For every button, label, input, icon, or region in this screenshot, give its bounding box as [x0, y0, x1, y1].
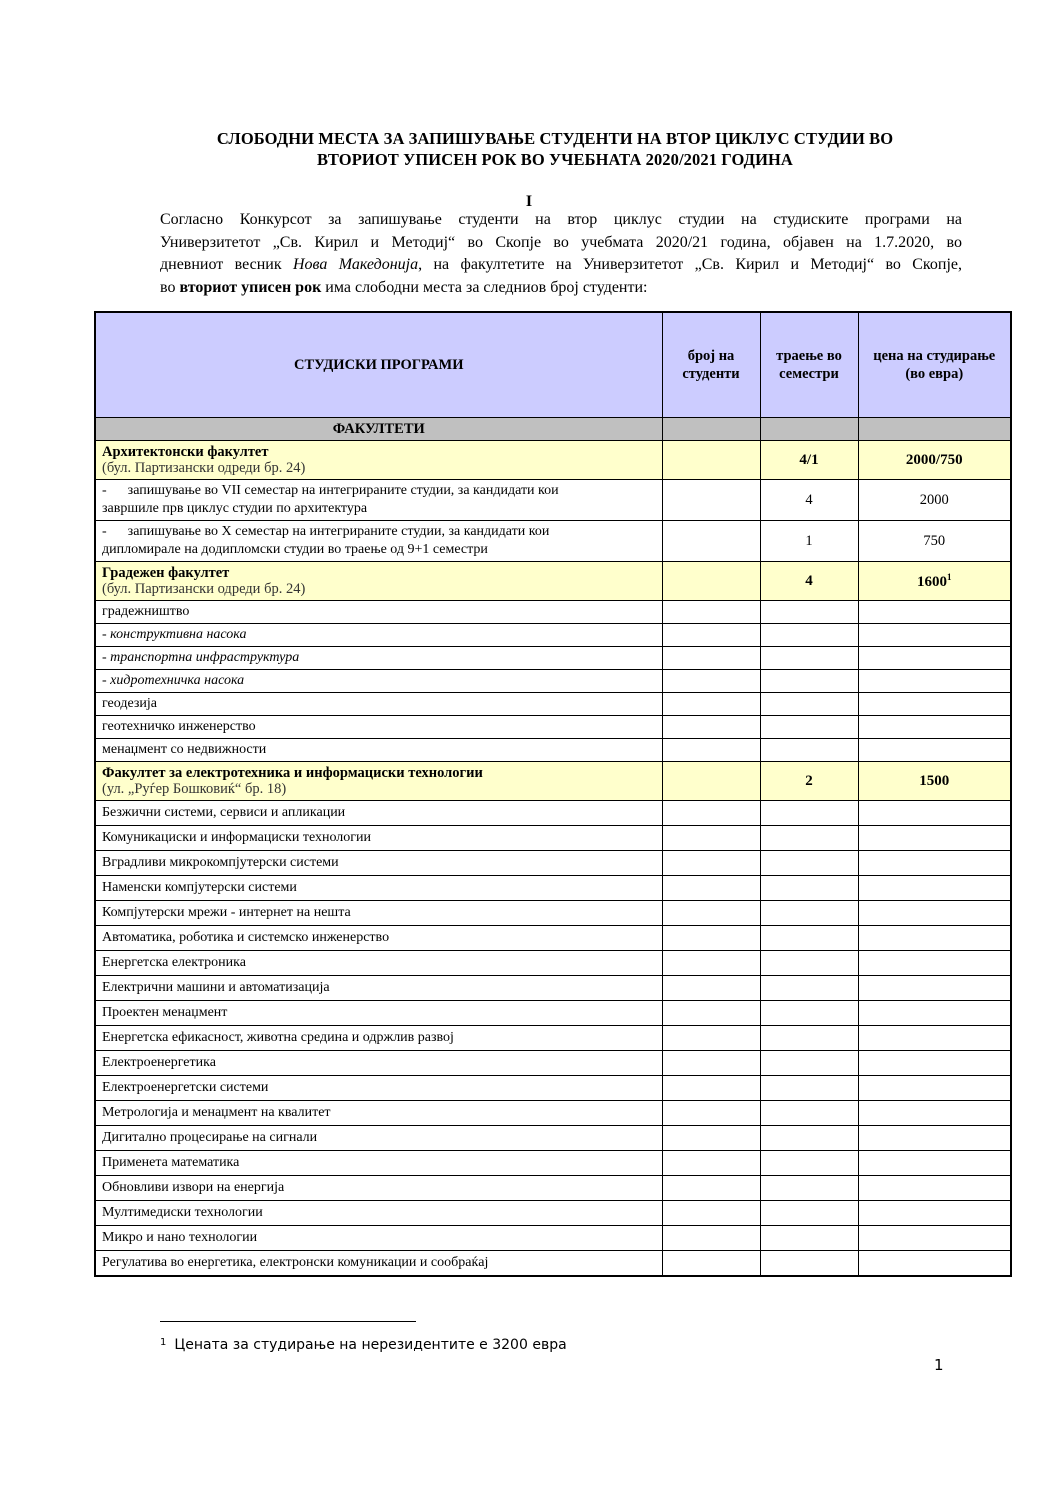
program-duration — [760, 951, 858, 976]
program-text-line: - запишување во X семестар на интегрираните студии, за кандидати кои — [102, 524, 550, 539]
faculty-price-cell — [858, 562, 1011, 601]
program-cell — [95, 951, 662, 976]
faculty-students — [662, 562, 760, 601]
table-row — [95, 670, 1011, 693]
faculty-cell — [95, 441, 662, 480]
program-duration — [760, 1201, 858, 1226]
program-students — [662, 480, 760, 521]
program-duration — [760, 739, 858, 762]
intro-paragraph — [160, 209, 962, 299]
program-name: Компјутерски мрежи - интернет на нешта — [102, 905, 351, 920]
table-row — [95, 716, 1011, 739]
program-duration — [760, 976, 858, 1001]
program-duration — [760, 1026, 858, 1051]
program-name: Енергетска електроника — [102, 955, 246, 970]
footnote-text: Цената за студирање на нерезидентите е 3200 евра — [174, 1337, 567, 1353]
table-row — [95, 976, 1011, 1001]
program-students — [662, 521, 760, 562]
table-row — [95, 801, 1011, 826]
table-row — [95, 1251, 1011, 1277]
program-duration — [760, 1151, 858, 1176]
program-cell — [95, 739, 662, 762]
page-number: 1 — [934, 1356, 944, 1374]
program-cell — [95, 1226, 662, 1251]
program-duration — [760, 1126, 858, 1151]
intro-line-2: Универзитетот „Св. Кирил и Методиј“ во Скопје во учебмата 2020/21 година, објавен на 1.7.2020, во — [160, 233, 962, 251]
program-duration — [760, 1101, 858, 1126]
empty-cell — [760, 418, 858, 441]
program-duration — [760, 716, 858, 739]
program-name: Комуникациски и информациски технологии — [102, 830, 371, 845]
table-row — [95, 1051, 1011, 1076]
program-students — [662, 851, 760, 876]
program-cell — [95, 601, 662, 624]
program-cell — [95, 876, 662, 901]
program-price — [858, 876, 1011, 901]
program-name: геодезија — [102, 696, 158, 711]
program-students — [662, 951, 760, 976]
table-row — [95, 521, 1011, 562]
program-cell — [95, 716, 662, 739]
program-duration — [760, 1076, 858, 1101]
program-text-line: дипломирале на додипломски студии во траење од 9+1 семестри — [102, 542, 488, 557]
program-name: менаџмент со недвижности — [102, 742, 267, 757]
newspaper-name: Нова Македонија — [292, 256, 419, 273]
faculty-duration: 4/1 — [760, 441, 858, 480]
program-text-line: - запишување во VII семестар на интегрираните студии, за кандидати кои — [102, 483, 559, 498]
program-name: Наменски компјутерски системи — [102, 880, 297, 895]
intro-line-1: Согласно Конкурсот за запишување студенти на втор циклус студии на студиските програми на — [160, 211, 962, 228]
program-cell — [95, 1101, 662, 1126]
program-students — [662, 693, 760, 716]
program-name: Микро и нано технологии — [102, 1230, 258, 1245]
program-name: Регулатива во енергетика, електронски комуникации и сообраќај — [102, 1255, 489, 1270]
program-duration — [760, 647, 858, 670]
program-duration — [760, 901, 858, 926]
program-price — [858, 951, 1011, 976]
program-students — [662, 1226, 760, 1251]
program-cell — [95, 976, 662, 1001]
intro-text: , на факултетите на Универзитетот „Св. Кирил и Методиј“ во Скопје, — [418, 256, 962, 273]
program-name: Дигитално процесирање на сигнали — [102, 1130, 318, 1145]
program-name: Применета математика — [102, 1155, 240, 1170]
title-line-2: ВТОРИОТ УПИСЕН РОК ВО УЧЕБНАТА 2020/2021 ГОДИНА — [317, 150, 793, 169]
table-row — [95, 951, 1011, 976]
program-cell — [95, 521, 662, 562]
header-price: цена на студирање (во евра) — [858, 312, 1011, 418]
table-row — [95, 647, 1011, 670]
program-students — [662, 1076, 760, 1101]
section-number: I — [525, 193, 533, 210]
program-cell — [95, 693, 662, 716]
faculty-students — [662, 441, 760, 480]
program-name: Мултимедиски технологии — [102, 1205, 263, 1220]
program-name: Електроенергетика — [102, 1055, 216, 1070]
program-cell — [95, 826, 662, 851]
faculty-address: (ул. „Руѓер Бошковиќ“ бр. 18) — [102, 781, 287, 797]
faculty-price: 1600 — [917, 573, 947, 590]
program-students — [662, 1001, 760, 1026]
program-cell — [95, 480, 662, 521]
table-row — [95, 1026, 1011, 1051]
program-duration — [760, 851, 858, 876]
table-row — [95, 1201, 1011, 1226]
program-students — [662, 926, 760, 951]
program-text-line: завршиле прв циклус студии по архитектура — [102, 501, 368, 516]
table-row — [95, 739, 1011, 762]
faculty-price-cell — [858, 441, 1011, 480]
program-cell — [95, 1001, 662, 1026]
program-price — [858, 901, 1011, 926]
faculty-address: (бул. Партизански одреди бр. 24) — [102, 460, 306, 476]
program-students — [662, 1051, 760, 1076]
section-label: ФАКУЛТЕТИ — [95, 418, 662, 441]
program-students — [662, 1026, 760, 1051]
program-cell — [95, 851, 662, 876]
program-students — [662, 1251, 760, 1277]
faculty-row — [95, 562, 1011, 601]
faculty-cell — [95, 762, 662, 801]
program-cell — [95, 1076, 662, 1101]
program-name: - транспортна инфраструктура — [102, 650, 300, 665]
table-row — [95, 601, 1011, 624]
program-price — [858, 1001, 1011, 1026]
empty-cell — [662, 418, 760, 441]
program-duration: 4 — [760, 480, 858, 521]
empty-cell — [858, 418, 1011, 441]
program-price — [858, 1201, 1011, 1226]
program-cell — [95, 926, 662, 951]
program-name: - хидротехничка насока — [102, 673, 245, 688]
table-row — [95, 480, 1011, 521]
table-row — [95, 1001, 1011, 1026]
program-name: Метрологија и менаџмент на квалитет — [102, 1105, 331, 1120]
program-price — [858, 1051, 1011, 1076]
program-students — [662, 1176, 760, 1201]
footnote-separator — [160, 1321, 416, 1322]
faculty-row — [95, 762, 1011, 801]
program-name: - конструктивна насока — [102, 627, 247, 642]
program-duration — [760, 1226, 858, 1251]
program-duration — [760, 601, 858, 624]
footnote-mark: 1 — [160, 1337, 167, 1348]
faculty-duration: 2 — [760, 762, 858, 801]
table-row — [95, 1176, 1011, 1201]
program-price — [858, 851, 1011, 876]
program-cell — [95, 1026, 662, 1051]
program-cell — [95, 1251, 662, 1277]
intro-text: во — [160, 278, 180, 296]
program-duration — [760, 801, 858, 826]
program-name: Енергетска ефикасност, животна средина и одржлив развој — [102, 1030, 454, 1045]
program-duration — [760, 670, 858, 693]
program-price — [858, 1101, 1011, 1126]
program-duration — [760, 1251, 858, 1277]
program-price — [858, 693, 1011, 716]
program-name: Обновливи извори на енергија — [102, 1180, 285, 1195]
program-duration — [760, 876, 858, 901]
program-students — [662, 624, 760, 647]
program-cell — [95, 1201, 662, 1226]
program-students — [662, 670, 760, 693]
program-price — [858, 801, 1011, 826]
table-row — [95, 826, 1011, 851]
program-duration — [760, 1051, 858, 1076]
program-cell — [95, 1151, 662, 1176]
program-students — [662, 976, 760, 1001]
footnote-ref: 1 — [947, 571, 952, 582]
faculty-name: Архитектонски факултет — [102, 444, 269, 460]
faculty-duration: 4 — [760, 562, 858, 601]
intro-line-4 — [160, 277, 962, 300]
program-price: 2000 — [858, 480, 1011, 521]
program-cell — [95, 1051, 662, 1076]
faculty-price-cell — [858, 762, 1011, 801]
program-duration — [760, 1001, 858, 1026]
program-price — [858, 1026, 1011, 1051]
vacancies-table — [94, 311, 1012, 1277]
program-cell — [95, 1176, 662, 1201]
program-students — [662, 739, 760, 762]
page-title — [140, 128, 970, 170]
program-price — [858, 826, 1011, 851]
table-row — [95, 1226, 1011, 1251]
program-students — [662, 826, 760, 851]
faculty-price: 1500 — [919, 772, 950, 789]
program-cell — [95, 801, 662, 826]
program-duration — [760, 1176, 858, 1201]
program-price — [858, 739, 1011, 762]
program-price — [858, 1176, 1011, 1201]
program-price — [858, 976, 1011, 1001]
header-students: број на студенти — [662, 312, 760, 418]
program-cell — [95, 1126, 662, 1151]
program-price — [858, 1251, 1011, 1277]
faculty-name: Градежен факултет — [102, 565, 230, 581]
program-name: градежништво — [102, 604, 190, 619]
intro-text: има слободни места за следниов број студенти: — [321, 278, 648, 296]
program-price — [858, 1126, 1011, 1151]
faculty-price: 2000/750 — [905, 451, 963, 468]
program-students — [662, 876, 760, 901]
program-name: Проектен менаџмент — [102, 1005, 228, 1020]
table-row — [95, 876, 1011, 901]
program-cell — [95, 647, 662, 670]
faculty-row — [95, 441, 1011, 480]
header-duration: траење во семестри — [760, 312, 858, 418]
program-students — [662, 1126, 760, 1151]
program-price — [858, 1226, 1011, 1251]
title-line-1: СЛОБОДНИ МЕСТА ЗА ЗАПИШУВАЊЕ СТУДЕНТИ НА ВТОР ЦИКЛУС СТУДИИ ВО — [216, 129, 894, 148]
header-programs: СТУДИСКИ ПРОГРАМИ — [95, 312, 662, 418]
footnote — [160, 1337, 567, 1353]
program-price: 750 — [858, 521, 1011, 562]
program-cell — [95, 670, 662, 693]
program-price — [858, 624, 1011, 647]
program-price — [858, 647, 1011, 670]
program-students — [662, 1101, 760, 1126]
program-name: Безжични системи, сервиси и апликации — [102, 805, 346, 820]
program-students — [662, 716, 760, 739]
program-name: геотехничко инженерство — [102, 719, 256, 734]
program-price — [858, 1076, 1011, 1101]
faculty-address: (бул. Партизански одреди бр. 24) — [102, 581, 306, 597]
table-row — [95, 693, 1011, 716]
program-students — [662, 601, 760, 624]
program-price — [858, 601, 1011, 624]
intro-line-3 — [160, 254, 962, 277]
program-cell — [95, 901, 662, 926]
program-cell — [95, 624, 662, 647]
table-header-row — [95, 312, 1011, 418]
program-price — [858, 716, 1011, 739]
program-price — [858, 1151, 1011, 1176]
enrollment-round: вториот уписен рок — [179, 278, 322, 296]
program-students — [662, 1151, 760, 1176]
intro-text: дневниот весник — [160, 256, 293, 273]
faculty-students — [662, 762, 760, 801]
table-row — [95, 1076, 1011, 1101]
table-row — [95, 624, 1011, 647]
program-duration — [760, 826, 858, 851]
program-students — [662, 901, 760, 926]
section-row-faculties — [95, 418, 1011, 441]
table-row — [95, 926, 1011, 951]
program-name: Електроенергетски системи — [102, 1080, 269, 1095]
table-row — [95, 1151, 1011, 1176]
table-row — [95, 901, 1011, 926]
program-name: Електрични машини и автоматизација — [102, 980, 330, 995]
program-students — [662, 801, 760, 826]
program-duration — [760, 693, 858, 716]
table-row — [95, 1126, 1011, 1151]
program-duration: 1 — [760, 521, 858, 562]
program-duration — [760, 624, 858, 647]
table-row — [95, 1101, 1011, 1126]
program-students — [662, 647, 760, 670]
program-duration — [760, 926, 858, 951]
program-price — [858, 926, 1011, 951]
program-name: Вградливи микрокомпјутерски системи — [102, 855, 339, 870]
program-students — [662, 1201, 760, 1226]
program-name: Автоматика, роботика и системско инженерство — [102, 930, 390, 945]
program-price — [858, 670, 1011, 693]
table-row — [95, 851, 1011, 876]
faculty-cell — [95, 562, 662, 601]
faculty-name: Факултет за електротехника и информациски технологии — [102, 765, 483, 781]
